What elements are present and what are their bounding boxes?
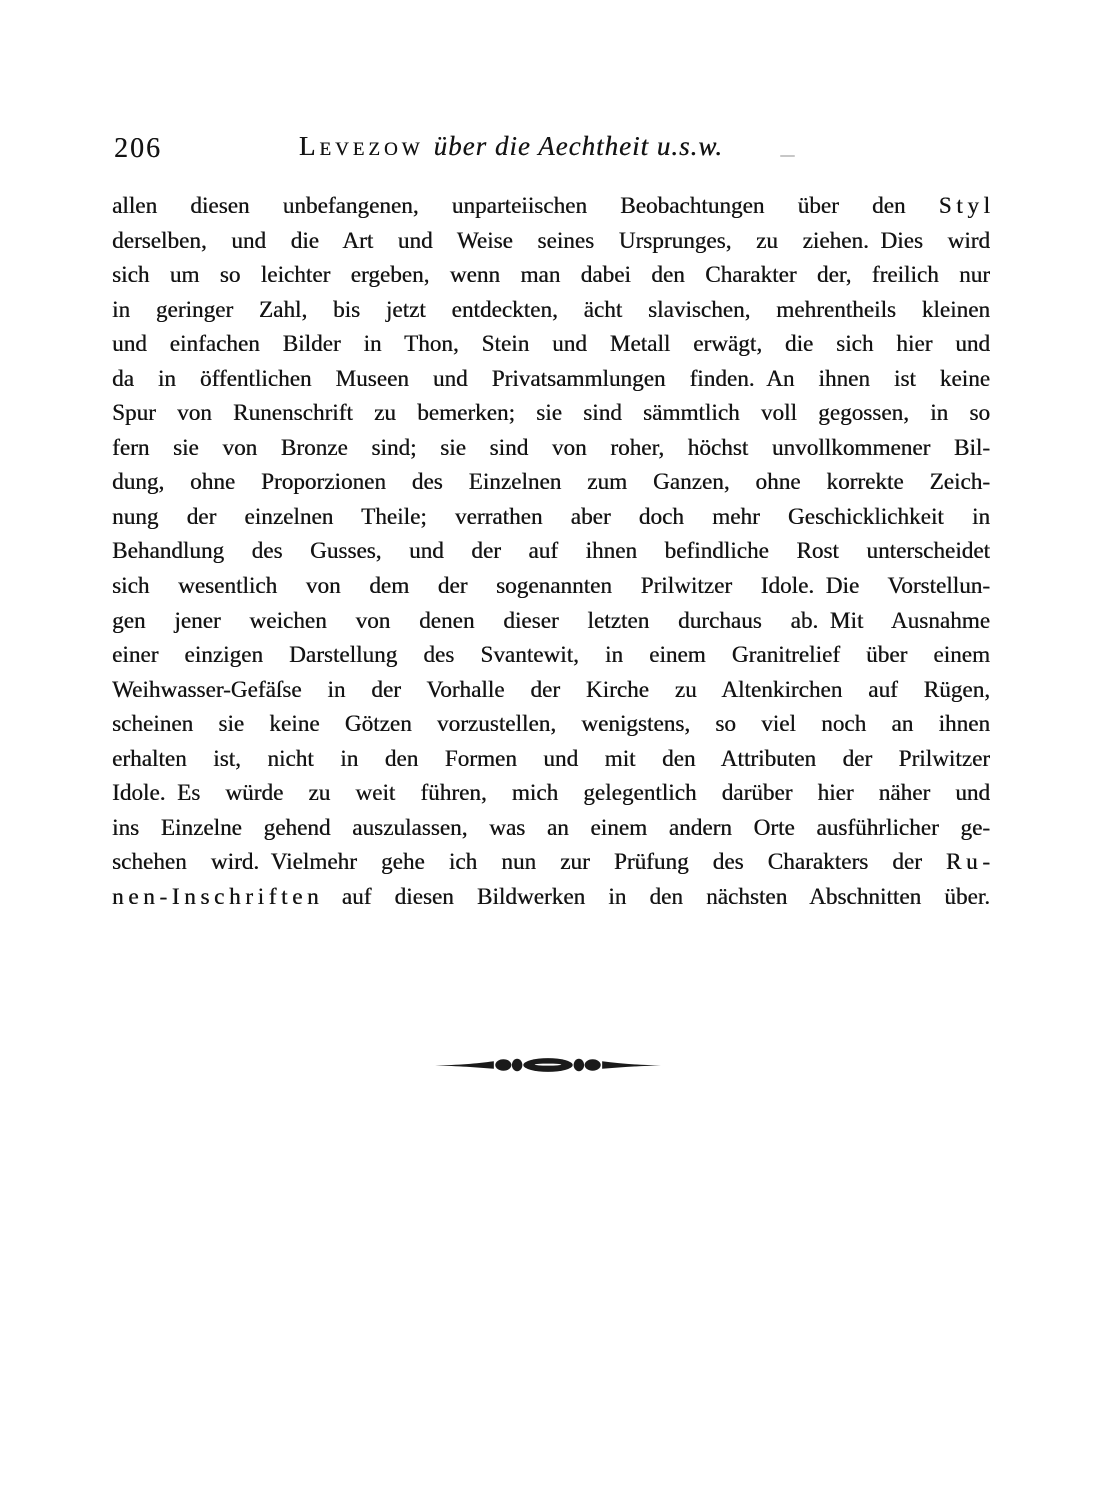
text-line: dung, ohne Proporzionen des Einzelnen zum Ganzen, ohne korrekte Zeich- [112, 469, 990, 496]
text-line: sich um so leichter ergeben, wenn man dabei den Charakter der, freilich nur [112, 262, 990, 289]
text-line: schehen wird. Vielmehr gehe ich nun zur Prüfung des Charakters der R u - [112, 849, 990, 876]
body-text-block [112, 189, 990, 914]
page-number: 206 [114, 133, 162, 164]
text-line: fern sie von Bronze sind; sie sind von roher, höchst unvollkommener Bil- [112, 434, 990, 461]
text-line: sich wesentlich von dem der sogenannten Prilwitzer Idole. Die Vorstellun- [112, 573, 990, 600]
text-line: in geringer Zahl, bis jetzt entdeckten, ächt slavischen, mehrentheils kleinen [112, 296, 990, 323]
text-line: Weihwasser-Gefäſse in der Vorhalle der Kirche zu Altenkirchen auf Rügen, [112, 676, 990, 703]
text-line: Behandlung des Gusses, und der auf ihnen befindliche Rost unterscheidet [112, 538, 990, 565]
running-header-rest: über die Aechtheit u.s.w. [433, 131, 724, 161]
text-line: und einfachen Bilder in Thon, Stein und Metall erwägt, die sich hier und [112, 331, 990, 358]
running-header-author: Levezow [298, 131, 424, 161]
text-line: nung der einzelnen Theile; verrathen aber doch mehr Geschicklichkeit in [112, 503, 990, 530]
text-line: scheinen sie keine Götzen vorzustellen, wenigstens, so viel noch an ihnen [112, 711, 990, 738]
text-line: ins Einzelne gehend auszulassen, was an einem andern Orte ausführlicher ge- [112, 814, 990, 841]
text-line: n e n - I n s c h r i f t e n auf diesen Bildwerken in den nächsten Abschnitten über. [112, 883, 990, 910]
section-divider-ornament-icon [434, 1051, 662, 1079]
text-line: einer einzigen Darstellung des Svantewit, in einem Granitrelief über einem [112, 642, 990, 669]
text-line: gen jener weichen von denen dieser letzten durchaus ab. Mit Ausnahme [112, 607, 990, 634]
text-line: da in öffentlichen Museen und Privatsammlungen finden. An ihnen ist keine [112, 365, 990, 392]
text-line: allen diesen unbefangenen, unparteiischen Beobachtungen über den S t y l [112, 193, 990, 219]
text-line: Spur von Runenschrift zu bemerken; sie sind sämmtlich voll gegossen, in so [112, 400, 990, 427]
text-line: Idole. Es würde zu weit führen, mich gelegentlich darüber hier näher und [112, 780, 990, 807]
text-line: derselben, und die Art und Weise seines Ursprunges, zu ziehen. Dies wird [112, 227, 990, 254]
running-head [112, 131, 990, 167]
running-header-title [112, 131, 910, 162]
text-line: erhalten ist, nicht in den Formen und mit den Attributen der Prilwitzer [112, 745, 990, 772]
scan-smudge-artifact [780, 155, 795, 157]
